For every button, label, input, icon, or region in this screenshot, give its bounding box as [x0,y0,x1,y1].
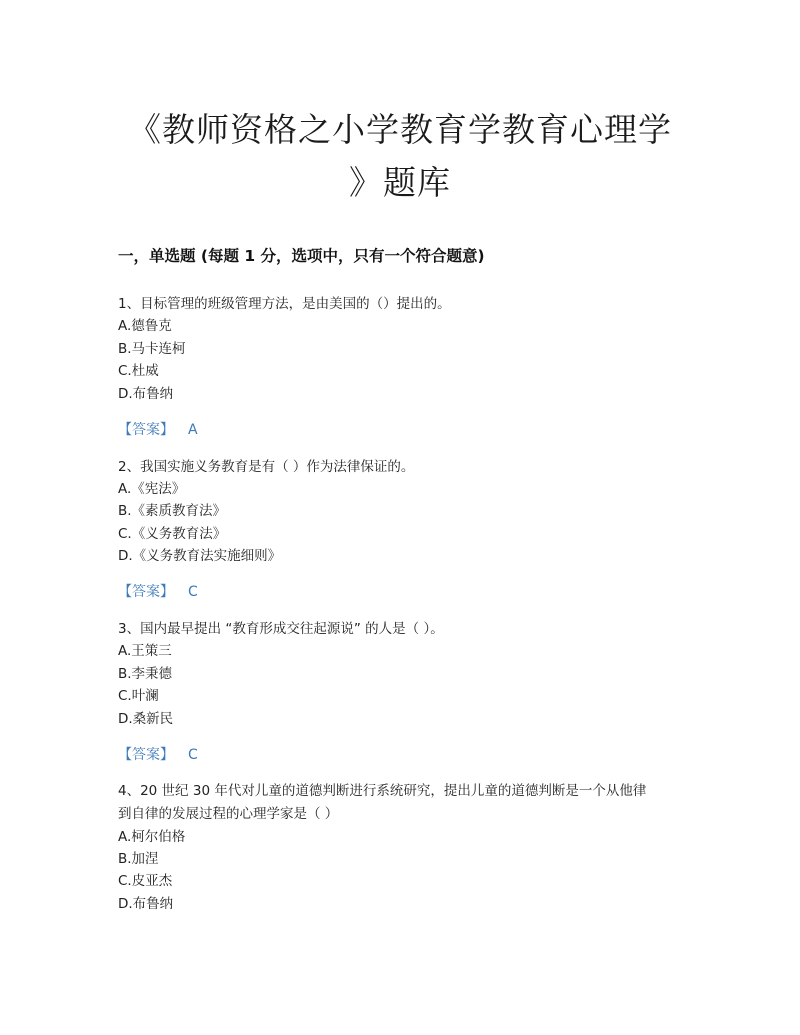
answer-value: C [188,584,198,600]
question-1-stem: 1、目标管理的班级管理方法，是由美国的（）提出的。 [118,296,451,312]
question-3-stem: 3、国内最早提出 “教育形成交往起源说” 的人是（ ）。 [118,621,444,637]
answer-label: 【答案】 [118,422,174,438]
question-4-stem-line2: 到自律的发展过程的心理学家是（ ） [118,806,339,822]
question-1-option-b: B.马卡连柯 [118,341,186,357]
answer-label: 【答案】 [118,747,174,763]
question-1-option-d: D.布鲁纳 [118,386,174,402]
document-title-line2: 》题库 [349,163,451,202]
section-heading: 一，单选题 (每题 1 分，选项中，只有一个符合题意) [118,247,485,265]
question-3-option-d: D.桑新民 [118,711,174,727]
question-2-option-a: A.《宪法》 [118,481,186,497]
answer-value: A [188,422,198,438]
answer-label: 【答案】 [118,584,174,600]
question-3-option-a: A.王策三 [118,643,172,659]
question-4-option-a: A.柯尔伯格 [118,829,186,845]
question-2-option-b: B.《素质教育法》 [118,503,227,519]
question-2-option-c: C.《义务教育法》 [118,526,227,542]
answer-value: C [188,747,198,763]
question-2-option-d: D.《义务教育法实施细则》 [118,548,282,564]
question-4-option-d: D.布鲁纳 [118,896,174,912]
question-3-option-b: B.李秉德 [118,666,173,682]
question-3-answer [118,744,198,766]
question-4-option-c: C.皮亚杰 [118,873,173,889]
question-1-option-c: C.杜威 [118,363,159,379]
question-2-stem: 2、我国实施义务教育是有（ ）作为法律保证的。 [118,459,415,475]
question-1-answer [118,419,198,441]
question-4-stem-line1: 4、20 世纪 30 年代对儿童的道德判断进行系统研究，提出儿童的道德判断是一个从他律 [118,783,647,799]
question-1-option-a: A.德鲁克 [118,318,172,334]
question-3-option-c: C.叶澜 [118,688,159,704]
question-2-answer [118,581,198,603]
document-title-line1: 《教师资格之小学教育学教育心理学 [128,110,672,149]
question-4-option-b: B.加涅 [118,851,159,867]
